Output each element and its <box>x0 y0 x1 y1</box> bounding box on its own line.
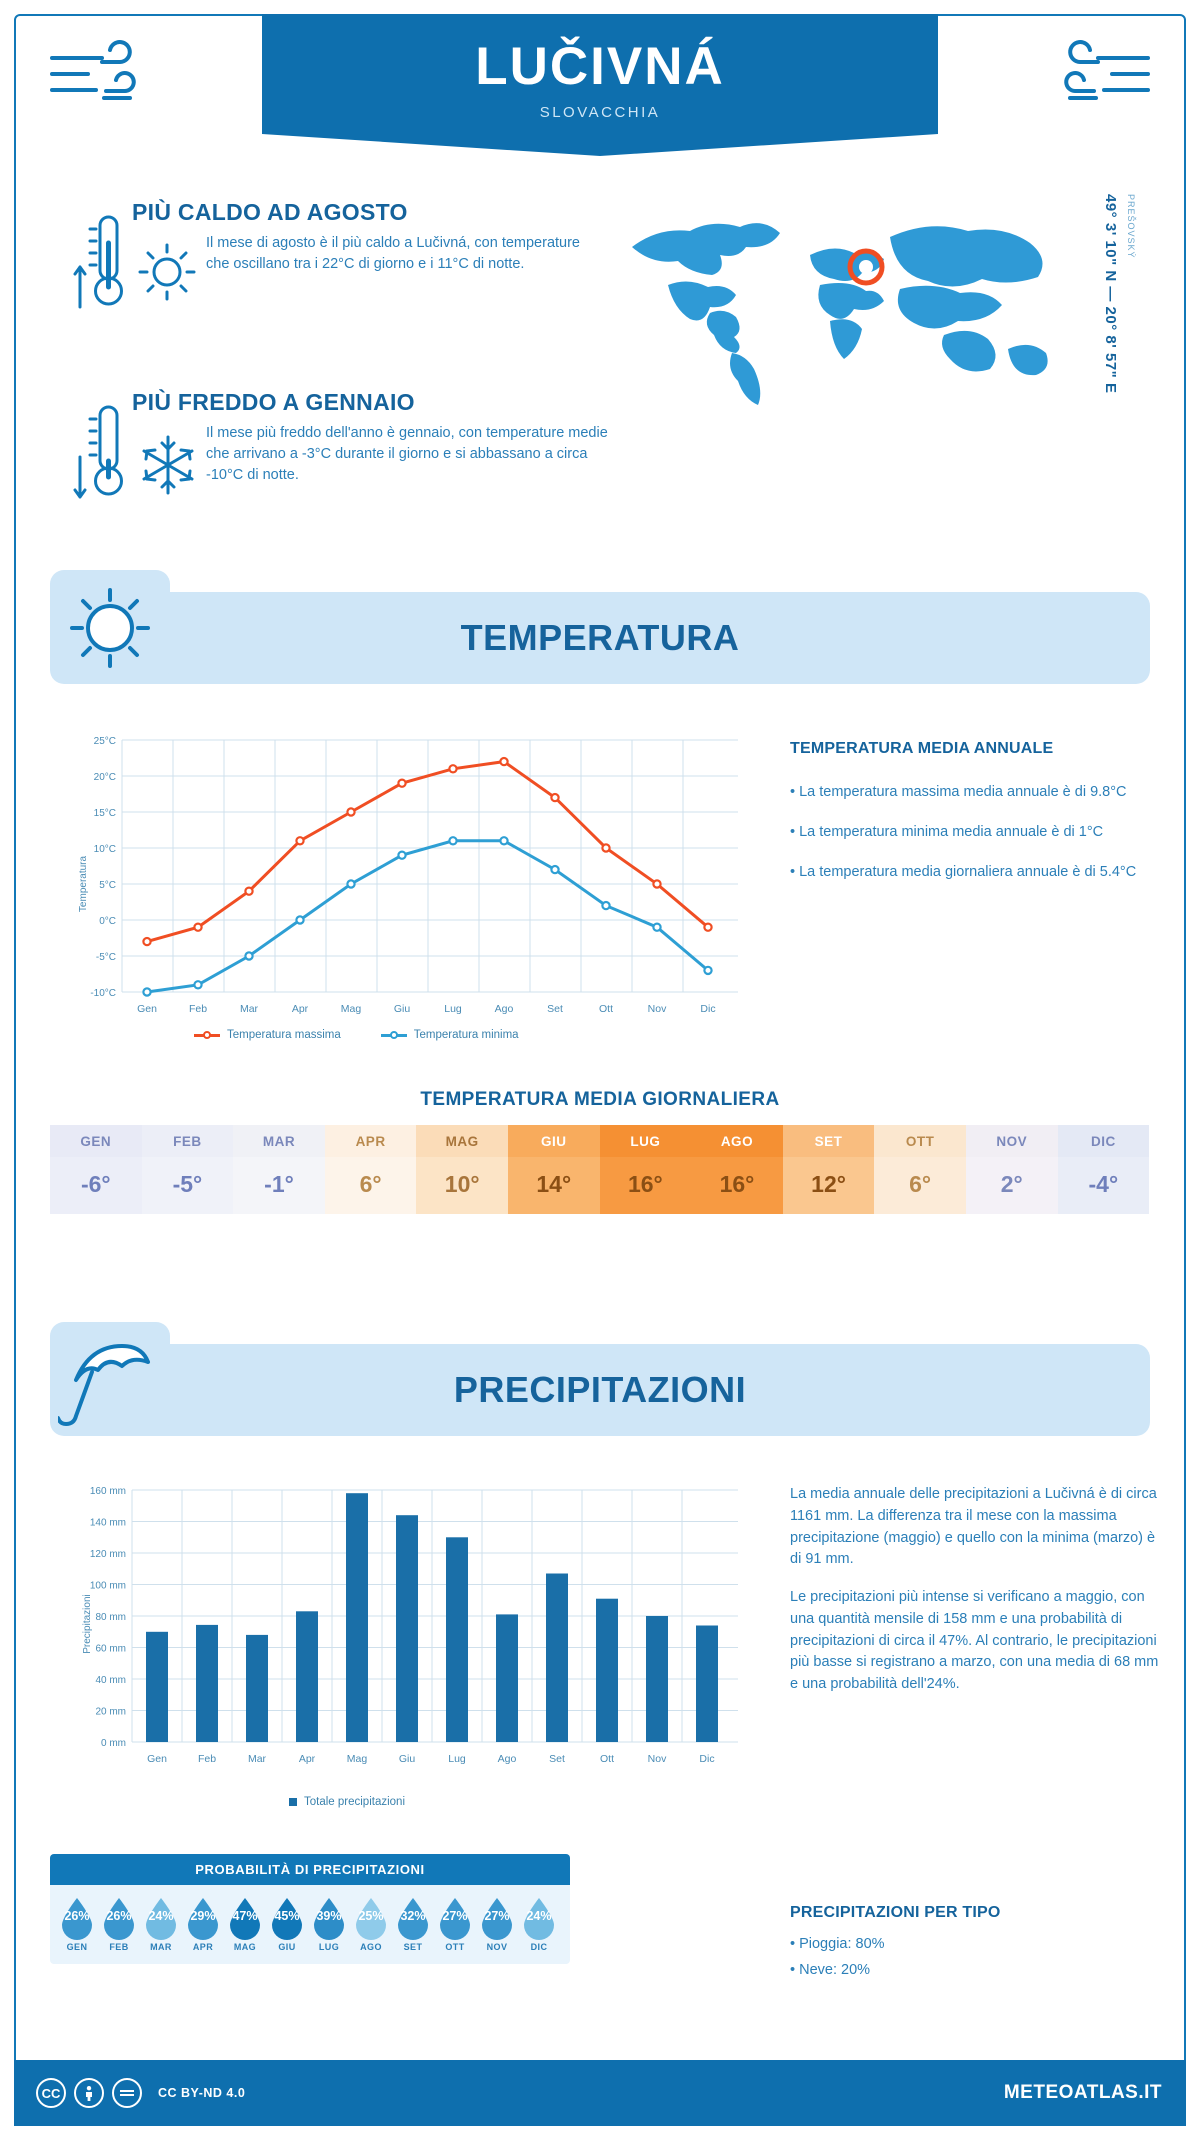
drop-icon <box>224 1895 266 1941</box>
temperature-bullet-1: • La temperatura massima media annuale è di 9.8°C <box>790 784 1127 800</box>
wind-icon <box>1046 36 1156 116</box>
table-head-lug: LUG <box>600 1125 692 1157</box>
table-val-nov: 2° <box>966 1157 1058 1214</box>
cc-icon: CC <box>36 2078 66 2108</box>
svg-text:Lug: Lug <box>444 1003 462 1015</box>
precipitation-paragraph-1: La media annuale delle precipitazioni a Lučivná è di circa 1161 mm. La differenza tra il mese con la massima precipitazione (maggio) e quello con la minima (marzo) è di 91 mm. <box>790 1486 1157 1568</box>
prob-month-mag: MAG <box>233 1942 257 1952</box>
svg-text:Lug: Lug <box>448 1753 466 1765</box>
drop-icon <box>518 1895 560 1941</box>
legend-swatch-min <box>381 1034 407 1037</box>
table-val-feb: -5° <box>142 1157 234 1214</box>
coordinates-label: 49° 3' 10" N — 20° 8' 57" E <box>1102 194 1119 394</box>
svg-text:Feb: Feb <box>188 1003 208 1015</box>
table-head-giu: GIU <box>508 1125 600 1157</box>
precipitation-bar-chart <box>60 1474 760 1779</box>
prob-value-mar: 24% <box>148 1909 174 1923</box>
svg-text:Dic: Dic <box>699 1753 715 1765</box>
prob-value-lug: 39% <box>316 1909 342 1923</box>
drop-icon <box>182 1895 224 1941</box>
table-head-apr: APR <box>325 1125 417 1157</box>
snowflake-icon <box>132 429 204 501</box>
umbrella-icon <box>58 1332 158 1432</box>
svg-text:20 mm: 20 mm <box>95 1706 126 1718</box>
prob-col-nov <box>476 1895 518 1952</box>
drop-icon <box>350 1895 392 1941</box>
prob-month-lug: LUG <box>318 1942 340 1952</box>
prob-value-giu: 45% <box>274 1909 300 1923</box>
svg-text:Giu: Giu <box>398 1753 416 1765</box>
svg-text:40 mm: 40 mm <box>95 1675 126 1686</box>
svg-text:Apr: Apr <box>298 1753 316 1765</box>
precipitation-type-snow: • Neve: 20% <box>790 1961 871 1978</box>
svg-text:60 mm: 60 mm <box>95 1643 126 1655</box>
svg-text:Gen: Gen <box>147 1753 167 1765</box>
svg-text:10°C: 10°C <box>93 844 116 855</box>
table-head-mag: MAG <box>416 1125 508 1157</box>
table-val-apr: 6° <box>325 1157 417 1214</box>
drop-icon <box>476 1895 518 1941</box>
svg-text:-10°C: -10°C <box>90 988 116 999</box>
temperature-bullet-2: • La temperatura minima media annuale è di 1°C <box>790 823 1104 840</box>
prob-month-mar: MAR <box>150 1942 172 1952</box>
daily-average-table <box>50 1125 1149 1214</box>
table-col-giu <box>508 1125 600 1214</box>
nd-icon <box>112 2078 142 2108</box>
prob-col-apr <box>182 1895 224 1952</box>
svg-text:100 mm: 100 mm <box>89 1580 126 1592</box>
legend-swatch-max <box>194 1034 220 1037</box>
drop-icon <box>56 1895 98 1941</box>
svg-text:Set: Set <box>549 1753 565 1765</box>
license-group <box>36 2078 245 2108</box>
prob-month-gen: GEN <box>66 1942 88 1952</box>
page-title: LUČIVNÁ <box>475 37 725 96</box>
svg-text:120 mm: 120 mm <box>89 1549 126 1560</box>
svg-text:160 mm: 160 mm <box>89 1486 126 1497</box>
table-col-ago <box>691 1125 783 1214</box>
table-head-gen: GEN <box>50 1125 142 1157</box>
wind-icon <box>44 36 154 116</box>
svg-text:Ago: Ago <box>494 1003 514 1015</box>
table-col-mar <box>233 1125 325 1214</box>
table-col-gen <box>50 1125 142 1214</box>
table-val-set: 12° <box>783 1157 875 1214</box>
table-head-dic: DIC <box>1058 1125 1150 1157</box>
svg-text:Gen: Gen <box>137 1003 157 1015</box>
prob-col-set <box>392 1895 434 1952</box>
drop-icon <box>308 1895 350 1941</box>
by-icon <box>74 2078 104 2108</box>
prob-col-dic <box>518 1895 560 1952</box>
table-head-feb: FEB <box>142 1125 234 1157</box>
country-subtitle: SLOVACCHIA <box>539 104 661 121</box>
prob-value-gen: 26% <box>64 1909 90 1923</box>
svg-text:Temperatura: Temperatura <box>78 855 89 913</box>
legend-label-precip: Totale precipitazioni <box>304 1796 406 1808</box>
prob-month-set: SET <box>403 1942 423 1952</box>
legend-label-max: Temperatura massima <box>227 1029 341 1041</box>
svg-text:25°C: 25°C <box>93 736 116 747</box>
precipitation-banner <box>50 1344 1150 1436</box>
prob-value-apr: 29% <box>190 1909 216 1923</box>
table-col-dic <box>1058 1125 1150 1214</box>
precipitation-probability-row <box>50 1885 570 1964</box>
svg-text:0 mm: 0 mm <box>101 1738 126 1749</box>
svg-text:Mag: Mag <box>346 1753 368 1765</box>
license-label: CC BY-ND 4.0 <box>158 2086 246 2100</box>
prob-value-feb: 26% <box>106 1909 132 1923</box>
precipitation-paragraph-2: Le precipitazioni più intense si verificano a maggio, con una quantità mensile di 158 mm e una probabilità di precipitazioni di circa il 47%. Al contrario, le precipitazioni più basse si registrano a marzo, con una media di 68 mm e una probabilità dell'24%. <box>790 1589 1159 1692</box>
svg-text:80 mm: 80 mm <box>95 1612 126 1623</box>
hottest-text: Il mese di agosto è il più caldo a Lučivná, con temperature che oscillano tra i 22°C di giorno e i 11°C di notte. <box>206 235 580 273</box>
drop-icon <box>266 1895 308 1941</box>
precipitation-probability-box <box>50 1854 570 1964</box>
svg-text:Precipitazioni: Precipitazioni <box>82 1594 93 1654</box>
thermometer-cold-icon <box>72 399 130 509</box>
header-band <box>262 14 938 134</box>
precipitation-banner-title: PRECIPITAZIONI <box>453 1369 747 1410</box>
precipitation-probability-title: PROBABILITÀ DI PRECIPITAZIONI <box>50 1854 570 1885</box>
svg-text:0°C: 0°C <box>99 916 116 927</box>
table-col-lug <box>600 1125 692 1214</box>
prob-month-ago: AGO <box>360 1942 382 1952</box>
prob-month-feb: FEB <box>109 1942 129 1952</box>
svg-text:Feb: Feb <box>197 1753 217 1765</box>
drop-icon <box>392 1895 434 1941</box>
prob-col-ago <box>350 1895 392 1952</box>
temperature-chart-legend <box>194 1029 519 1041</box>
table-val-ott: 6° <box>874 1157 966 1214</box>
sun-icon <box>132 237 202 307</box>
prob-month-ott: OTT <box>445 1942 465 1952</box>
prob-col-gen <box>56 1895 98 1952</box>
drop-icon <box>434 1895 476 1941</box>
table-col-feb <box>142 1125 234 1214</box>
precipitation-chart-legend <box>289 1796 405 1808</box>
table-col-apr <box>325 1125 417 1214</box>
table-head-nov: NOV <box>966 1125 1058 1157</box>
world-map <box>614 189 1074 419</box>
precipitation-type-title: PRECIPITAZIONI PER TIPO <box>790 1904 1001 1921</box>
table-val-mar: -1° <box>233 1157 325 1214</box>
table-head-ago: AGO <box>691 1125 783 1157</box>
table-col-ott <box>874 1125 966 1214</box>
table-col-set <box>783 1125 875 1214</box>
table-val-gen: -6° <box>50 1157 142 1214</box>
table-head-mar: MAR <box>233 1125 325 1157</box>
drop-icon <box>140 1895 182 1941</box>
drop-icon <box>98 1895 140 1941</box>
svg-text:Set: Set <box>547 1003 563 1015</box>
svg-text:-5°C: -5°C <box>95 952 116 963</box>
hottest-title: PIÙ CALDO AD AGOSTO <box>132 199 408 225</box>
table-head-ott: OTT <box>874 1125 966 1157</box>
temperature-banner-title: TEMPERATURA <box>460 617 740 658</box>
svg-text:Apr: Apr <box>291 1003 309 1015</box>
coldest-title: PIÙ FREDDO A GENNAIO <box>132 389 415 415</box>
svg-text:Ott: Ott <box>599 1753 615 1765</box>
table-head-set: SET <box>783 1125 875 1157</box>
svg-text:20°C: 20°C <box>93 772 116 783</box>
prob-value-dic: 24% <box>526 1909 552 1923</box>
table-val-ago: 16° <box>691 1157 783 1214</box>
table-val-lug: 16° <box>600 1157 692 1214</box>
prob-month-giu: GIU <box>278 1942 296 1952</box>
legend-swatch-precip <box>289 1798 297 1806</box>
prob-col-mag <box>224 1895 266 1952</box>
svg-text:Nov: Nov <box>647 1753 667 1765</box>
table-val-dic: -4° <box>1058 1157 1150 1214</box>
svg-text:Ago: Ago <box>497 1753 517 1765</box>
svg-text:Mar: Mar <box>247 1753 267 1765</box>
temperature-banner-badge <box>50 570 170 682</box>
coldest-text: Il mese più freddo dell'anno è gennaio, con temperature medie che arrivano a -3°C durante il giorno e si abbassano a circa -10°C di notte. <box>206 425 608 484</box>
prob-value-mag: 47% <box>232 1909 258 1923</box>
table-col-nov <box>966 1125 1058 1214</box>
prob-value-ago: 25% <box>358 1909 384 1923</box>
prob-col-lug <box>308 1895 350 1952</box>
temperature-line-chart <box>60 724 760 1029</box>
table-val-giu: 14° <box>508 1157 600 1214</box>
prob-month-dic: DIC <box>530 1942 548 1952</box>
sun-icon <box>60 578 160 678</box>
svg-text:Giu: Giu <box>393 1003 411 1015</box>
legend-label-min: Temperatura minima <box>413 1029 519 1041</box>
prob-value-ott: 27% <box>442 1909 468 1923</box>
svg-text:Dic: Dic <box>700 1003 716 1015</box>
svg-text:Mar: Mar <box>239 1003 259 1015</box>
svg-text:Ott: Ott <box>598 1003 614 1015</box>
temperature-bullet-3: • La temperatura media giornaliera annuale è di 5.4°C <box>790 863 1137 880</box>
table-val-mag: 10° <box>416 1157 508 1214</box>
prob-col-giu <box>266 1895 308 1952</box>
temperature-summary <box>790 740 1160 883</box>
footer <box>14 2060 1186 2126</box>
prob-value-set: 32% <box>400 1909 426 1923</box>
header <box>14 14 1186 159</box>
svg-text:Nov: Nov <box>647 1003 667 1015</box>
brand-label: METEOATLAS.IT <box>1003 2082 1162 2103</box>
svg-text:Mag: Mag <box>340 1003 362 1015</box>
prob-month-nov: NOV <box>486 1942 508 1952</box>
svg-text:140 mm: 140 mm <box>89 1517 126 1529</box>
prob-col-ott <box>434 1895 476 1952</box>
thermometer-hot-icon <box>72 209 130 319</box>
svg-text:5°C: 5°C <box>99 880 116 891</box>
table-col-mag <box>416 1125 508 1214</box>
daily-average-title: TEMPERATURA MEDIA GIORNALIERA <box>420 1089 780 1110</box>
temperature-banner <box>50 592 1150 684</box>
temperature-summary-title: TEMPERATURA MEDIA ANNUALE <box>790 740 1054 757</box>
precipitation-by-type <box>790 1904 1150 1982</box>
precipitation-banner-badge <box>50 1322 170 1434</box>
prob-col-mar <box>140 1895 182 1952</box>
precipitation-type-rain: • Pioggia: 80% <box>790 1936 885 1952</box>
precipitation-summary <box>790 1484 1165 1696</box>
prob-value-nov: 27% <box>484 1909 510 1923</box>
svg-text:15°C: 15°C <box>93 808 116 819</box>
prob-col-feb <box>98 1895 140 1952</box>
prob-month-apr: APR <box>192 1942 214 1952</box>
region-label: PREŠOVSKÝ <box>1126 194 1136 259</box>
